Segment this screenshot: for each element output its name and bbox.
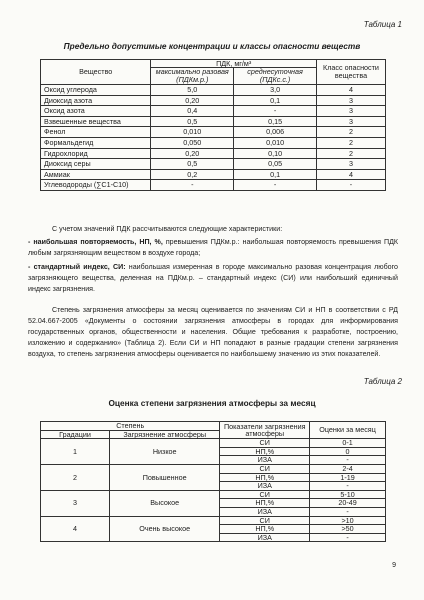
pdk-table — [40, 59, 386, 191]
hazard-class: 2 — [316, 127, 385, 138]
pdk-mr-value: 0,2 — [151, 169, 234, 180]
pdk-ss-value: 0,1 — [234, 169, 317, 180]
hazard-class: 3 — [316, 116, 385, 127]
monthly-value: 20-49 — [310, 499, 386, 508]
pdk-ss-value: 0,15 — [234, 116, 317, 127]
table-row — [41, 180, 386, 191]
indicator: СИ — [220, 516, 310, 525]
pollution-level: Повышенное — [110, 464, 220, 490]
substance-name: Аммиак — [41, 169, 151, 180]
pdk-mr-value: 0,4 — [151, 106, 234, 117]
pdk-ss-value: 3,0 — [234, 85, 317, 96]
indicator: СИ — [220, 464, 310, 473]
pdk-ss-value: 0,006 — [234, 127, 317, 138]
head-pdk-ss: среднесуточная (ПДКс.с.) — [234, 68, 317, 85]
head-gradation: Градации — [41, 430, 110, 439]
indicator: ИЗА — [220, 507, 310, 516]
substance-name: Углеводороды (∑C1-C10) — [41, 180, 151, 191]
paragraph-intro: С учетом значений ПДК рассчитываются следующие характеристики: — [52, 225, 283, 233]
si-term: - стандартный индекс, СИ: — [28, 263, 126, 271]
substance-name: Оксид азота — [41, 106, 151, 117]
hazard-class: 4 — [316, 85, 385, 96]
gradation-value: 4 — [41, 516, 110, 542]
indicator: ИЗА — [220, 533, 310, 542]
monthly-value: - — [310, 456, 386, 465]
head-pdk-mr: максимально разовая (ПДКм.р.) — [151, 68, 234, 85]
table2-caption: Таблица 2 — [363, 377, 402, 386]
pollution-level: Очень высокое — [110, 516, 220, 542]
head-indicators: Показатели загрязнения атмосферы — [220, 422, 310, 439]
gradation-value: 1 — [41, 439, 110, 465]
indicator: НП,% — [220, 473, 310, 482]
monthly-value: >50 — [310, 525, 386, 534]
hazard-class: - — [316, 180, 385, 191]
pdk-mr-value: 0,20 — [151, 95, 234, 106]
hazard-class: 3 — [316, 159, 385, 170]
table-row — [41, 137, 386, 148]
substance-name: Фенол — [41, 127, 151, 138]
head-monthly: Оценки за месяц — [310, 422, 386, 439]
pdk-mr-value: 0,5 — [151, 116, 234, 127]
head-degree: Степень — [41, 422, 220, 431]
pdk-mr-value: 0,050 — [151, 137, 234, 148]
table-row — [41, 127, 386, 138]
head-hazard: Класс опасности вещества — [316, 60, 385, 85]
pdk-ss-value: - — [234, 106, 317, 117]
table-row — [41, 490, 386, 499]
substance-name: Взвешенные вещества — [41, 116, 151, 127]
indicator: НП,% — [220, 447, 310, 456]
gradation-value: 2 — [41, 464, 110, 490]
table-row — [41, 464, 386, 473]
hazard-class: 2 — [316, 148, 385, 159]
paragraph-assessment: Степень загрязнения атмосферы за месяц оценивается по значениям СИ и НП в соответствии с РД 52.04.667-2005 «Документы о состоянии загрязнения атмосферы в городах для информирования государственных органов, общественности и населения. Общие требования к разработке, построению, изложению и содержанию» (Таблица 2). Если СИ и НП попадают в разные градации степени загрязнения воздуха, то степень загрязнения атмосферы оценивается по наибольшему значению из этих показателей. — [28, 306, 398, 358]
pdk-ss-value: 0,05 — [234, 159, 317, 170]
table1-caption: Таблица 1 — [363, 20, 402, 29]
monthly-value: - — [310, 482, 386, 491]
monthly-value: 2-4 — [310, 464, 386, 473]
paragraph-np — [28, 237, 398, 259]
table-row — [41, 106, 386, 117]
indicator: НП,% — [220, 499, 310, 508]
hazard-class: 4 — [316, 169, 385, 180]
pdk-ss-value: 0,1 — [234, 95, 317, 106]
table1-title: Предельно допустимые концентрации и классы опасности веществ — [63, 41, 361, 51]
gradation-value: 3 — [41, 490, 110, 516]
paragraph-si — [28, 262, 398, 295]
table-row — [41, 85, 386, 96]
substance-name: Диоксид азота — [41, 95, 151, 106]
pdk-ss-value: - — [234, 180, 317, 191]
monthly-value: 0 — [310, 447, 386, 456]
table-row — [41, 95, 386, 106]
indicator: ИЗА — [220, 456, 310, 465]
table-row — [41, 116, 386, 127]
monthly-value: - — [310, 533, 386, 542]
hazard-class: 3 — [316, 95, 385, 106]
monthly-value: 5-10 — [310, 490, 386, 499]
pollution-degree-table — [40, 421, 386, 542]
substance-name: Оксид углерода — [41, 85, 151, 96]
table-row — [41, 148, 386, 159]
indicator: СИ — [220, 439, 310, 448]
indicator: НП,% — [220, 525, 310, 534]
table2-title: Оценка степени загрязнения атмосферы за месяц — [108, 398, 316, 408]
np-definition: превышения ПДКм.р.: наибольшая повторяемость превышения ПДК любым загрязняющим веществом в воздухе города; — [28, 238, 399, 257]
monthly-value: 1-19 — [310, 473, 386, 482]
indicator: СИ — [220, 490, 310, 499]
head-pollution: Загрязнение атмосферы — [110, 430, 220, 439]
monthly-value: >10 — [310, 516, 386, 525]
page-number: 9 — [392, 562, 396, 569]
pdk-ss-value: 0,10 — [234, 148, 317, 159]
head-substance: Вещество — [41, 60, 151, 85]
monthly-value: - — [310, 507, 386, 516]
si-definition: наибольшая измеренная в городе максимально разовая концентрация любого загрязняющего вещества, деленная на ПДКм.р. – стандартный индекс (СИ) или наибольший единичный индекс загрязнения. — [28, 263, 398, 293]
substance-name: Гидрохлорид — [41, 148, 151, 159]
pdk-mr-value: - — [151, 180, 234, 191]
pdk-ss-value: 0,010 — [234, 137, 317, 148]
head-pdk: ПДК, мг/м³ — [151, 60, 317, 68]
pdk-mr-value: 0,010 — [151, 127, 234, 138]
hazard-class: 3 — [316, 106, 385, 117]
pdk-mr-value: 0,20 — [151, 148, 234, 159]
table-row — [41, 516, 386, 525]
hazard-class: 2 — [316, 137, 385, 148]
indicator: ИЗА — [220, 482, 310, 491]
monthly-value: 0-1 — [310, 439, 386, 448]
np-term: - наибольшая повторяемость, НП, %, — [28, 238, 163, 246]
pollution-level: Низкое — [110, 439, 220, 465]
table-row — [41, 169, 386, 180]
pollution-level: Высокое — [110, 490, 220, 516]
substance-name: Диоксид серы — [41, 159, 151, 170]
table-row — [41, 159, 386, 170]
pdk-mr-value: 0,5 — [151, 159, 234, 170]
pdk-mr-value: 5,0 — [151, 85, 234, 96]
table-row — [41, 439, 386, 448]
substance-name: Формальдегид — [41, 137, 151, 148]
